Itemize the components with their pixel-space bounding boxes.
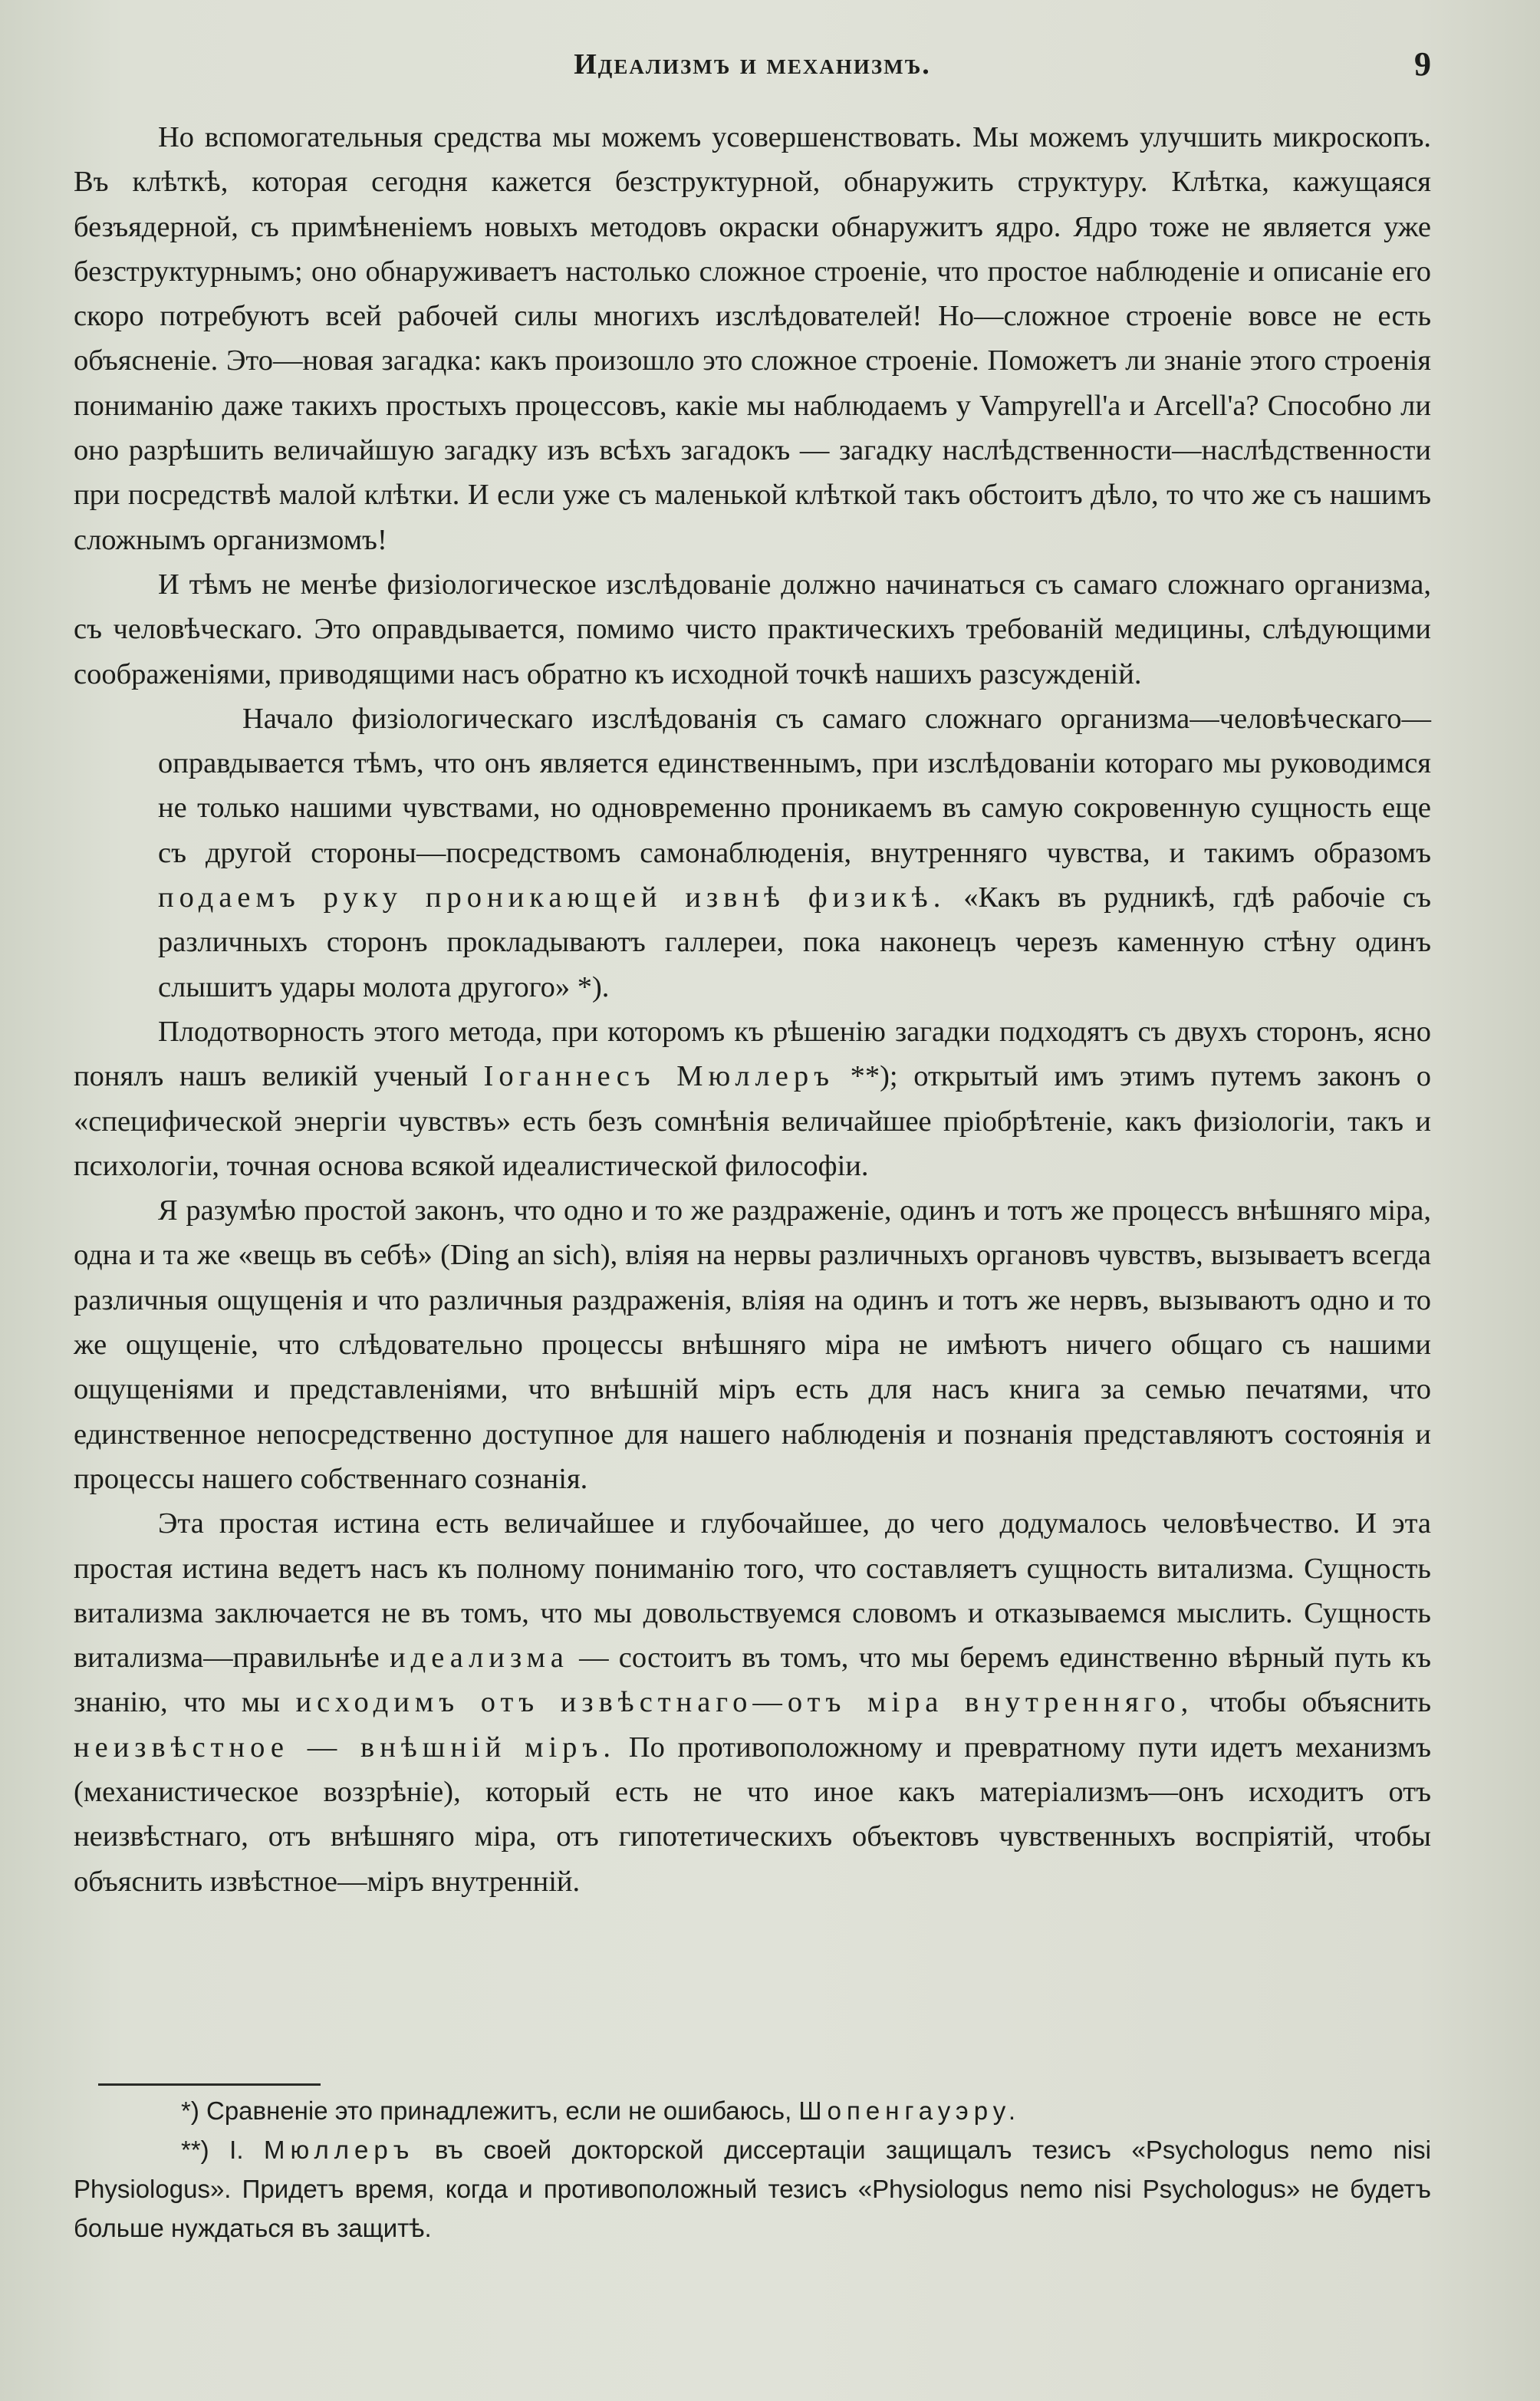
paragraph-4 xyxy=(74,1009,1431,1188)
paragraph-6-part-d: По противоположному и превратному пути идетъ механизмъ (механистическое воззрѣніе), который есть не что иное какъ матеріализмъ—онъ исходитъ отъ неизвѣстнаго, отъ внѣшняго міра, отъ гипотетическихъ объектовъ чувственныхъ воспріятій, чтобы объяснить извѣстное—міръ внутренній. xyxy=(74,1731,1431,1898)
footnote-1-emphasis: Шопенгауэру. xyxy=(798,2096,1022,2125)
footnote-1-text: *) Сравненіе это принадлежитъ, если не ошибаюсь, xyxy=(181,2096,792,2125)
paragraph-6-emphasis-3: неизвѣстное — внѣшній міръ. xyxy=(74,1731,616,1764)
footnote-2-emphasis: Мюллеръ xyxy=(263,2136,415,2164)
paragraph-3-part-2: «Какъ въ рудникѣ, гдѣ рабочіе съ различныхъ сторонъ прокладываютъ галлереи, пока наконецъ черезъ каменную стѣну одинъ слышитъ удары молота другого» *). xyxy=(158,881,1431,1003)
paragraph-6-part-a: Эта простая истина есть величайшее и глубочайшее, до чего додумалось человѣчество. И эта простая истина ведетъ насъ къ полному пониманію того, что составляетъ сущность витализма. Сущность витализма заключается не въ томъ, что мы довольствуемся словомъ и отказываемся мыслить. Сущность витализма—правильнѣе xyxy=(74,1507,1431,1675)
page-header xyxy=(74,44,1431,91)
paragraph-3-indented xyxy=(158,697,1431,1009)
paragraph-1: Но вспомогательныя средства мы можемъ усовершенствовать. Мы можемъ улучшить микроскопъ. Въ клѣткѣ, которая сегодня кажется безструктурной, обнаружить структуру. Клѣтка, кажущаяся безъядерной, съ примѣненіемъ новыхъ методовъ окраски обнаружитъ ядро. Ядро тоже не является уже безструктурнымъ; оно обнаруживаетъ настолько сложное строеніе, что простое наблюденіе и описаніе его скоро потребуютъ всей рабочей силы многихъ изслѣдователей! Но—сложное строеніе вовсе не есть объясненіе. Это—новая загадка: какъ произошло это сложное строеніе. Поможетъ ли знаніе этого строенія пониманію даже такихъ простыхъ процессовъ, какіе мы наблюдаемъ у Vampyrell'а и Arcell'а? Способно ли оно разрѣшить величайшую загадку изъ всѣхъ загадокъ — загадку наслѣдственности—наслѣдственности при посредствѣ малой клѣтки. И если уже съ маленькой клѣткой такъ обстоитъ дѣло, то что же съ нашимъ сложнымъ организмомъ! xyxy=(74,121,1431,556)
footnotes xyxy=(74,2091,1431,2248)
paragraph-6-part-b: — состоитъ въ томъ, что мы беремъ единственно вѣрный путь къ знанію, что мы xyxy=(74,1642,1431,1719)
paragraph-4-part-1: Плодотворность этого метода, при которомъ къ рѣшенію загадки подходятъ съ двухъ сторонъ, ясно понялъ нашъ великій ученый xyxy=(74,1015,1431,1093)
paragraph-6-emphasis-1: идеализма xyxy=(390,1642,569,1675)
paragraph-3-part-1: Начало физіологическаго изслѣдованія съ самаго сложнаго организма—человѣческаго—оправдывается тѣмъ, что онъ является единственнымъ, при изслѣдованіи котораго мы руководимся не только нашими чувствами, но одновременно проникаемъ въ самую сокровенную сущность еще съ другой стороны—посредствомъ самонаблюденія, внутренняго чувства, и такимъ образомъ xyxy=(158,702,1431,869)
paragraph-3-emphasis: подаемъ руку проникающей извнѣ физикѣ. xyxy=(158,881,946,914)
footnote-1 xyxy=(74,2091,1431,2130)
footnote-2-text: въ своей докторской диссертаціи защищалъ тезисъ «Psychologus nemo nisi Physiologus». Придетъ время, когда и противоположный тезисъ «Physiologus nemo nisi Psychologus» не будетъ больше нуждаться въ защитѣ. xyxy=(74,2136,1431,2242)
paragraph-6-emphasis-2: исходимъ отъ извѣстнаго—отъ міра внутренняго, xyxy=(295,1686,1194,1719)
paragraph-4-part-2: **); открытый имъ этимъ путемъ законъ о «специфической энергіи чувствъ» есть безъ сомнѣнія величайшее пріобрѣтеніе, какъ физіологіи, такъ и психологіи, точная основа всякой идеалистической философіи. xyxy=(74,1060,1432,1182)
paragraph-2: И тѣмъ не менѣе физіологическое изслѣдованіе должно начинаться съ самаго сложнаго организма, съ человѣческаго. Это оправдывается, помимо чисто практическихъ требованій медицины, слѣдующими соображеніями, приводящими насъ обратно къ исходной точкѣ нашихъ разсужденій. xyxy=(74,568,1431,690)
footnote-2 xyxy=(74,2130,1431,2248)
footnote-2-marker: **) І. xyxy=(181,2136,244,2164)
footnote-divider xyxy=(98,2083,321,2086)
paragraph-6-part-c: чтобы объяснить xyxy=(1209,1686,1432,1719)
running-title: Идеализмъ и механизмъ. xyxy=(574,48,931,81)
paragraph-5: Я разумѣю простой законъ, что одно и то же раздраженіе, одинъ и тотъ же процессъ внѣшняго міра, одна и та же «вещь въ себѣ» (Ding an sich), вліяя на нервы различныхъ органовъ чувствъ, вызываетъ всегда различныя ощущенія и что различныя раздраженія, вліяя на одинъ и тотъ же нервъ, вызываютъ одно и то же ощущеніе, что слѣдовательно процессы внѣшняго міра не имѣютъ ничего общаго съ нашими ощущеніями и представленіями, что внѣшній міръ есть для насъ книга за семью печатями, что единственное непосредственно доступное для нашего наблюденія и познанія представляютъ состоянія и процессы нашего собственнаго сознанія. xyxy=(74,1194,1431,1495)
paragraph-6 xyxy=(74,1501,1431,1904)
page-number: 9 xyxy=(1414,45,1431,83)
paragraph-4-emphasis: Іоганнесъ Мюллеръ xyxy=(483,1060,835,1093)
main-text xyxy=(74,115,1431,1904)
